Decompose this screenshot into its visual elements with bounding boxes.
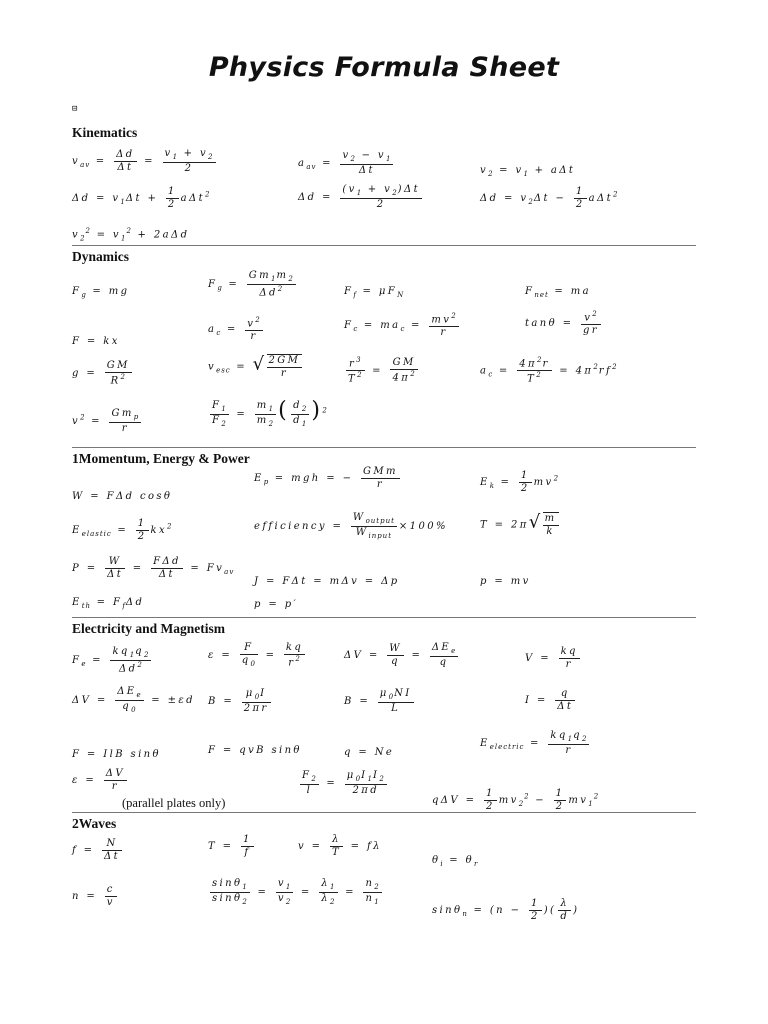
formula-force-between-wires: $\frac{F_2}{l}$ = $\frac{\mu_0I_1I_2}{2\pi d}$ bbox=[302, 770, 385, 796]
formula-potential-plates: ΔV = $\Delta E_e$ $q_0$ = ±εd bbox=[72, 686, 195, 714]
section-heading-electricity: Electricity and Magnetism bbox=[72, 621, 225, 636]
formula-pendulum-period: T = 2π√ $\frac{m}{k}$ bbox=[480, 511, 557, 537]
formula-electric-field: ε = $\frac{F}{q_0}$ = $\frac{kq}{r^2}$ bbox=[208, 642, 304, 669]
formula-law-of-reflection: $\theta_i = \theta_r$ bbox=[432, 855, 479, 868]
section-heading-momentum: 1Momentum, Energy & Power bbox=[72, 451, 250, 466]
collapse-icon[interactable]: ⊟ bbox=[72, 104, 78, 114]
formula-force-on-wire: F = IlB sinθ bbox=[72, 749, 161, 760]
section-divider bbox=[72, 812, 696, 813]
formula-banking-angle: tanθ = $\frac{v^2}{gr}$ bbox=[525, 310, 599, 337]
note-parallel-plates: (parallel plates only) bbox=[122, 796, 226, 810]
formula-kinetic-energy: $E_k$ = $\frac{1}{2}$ $mv^2$ bbox=[480, 470, 560, 494]
section-divider bbox=[72, 617, 696, 618]
formula-universal-gravitation: $F_g$ = $\frac{Gm_1m_2}{\Delta d^2}$ bbox=[208, 270, 294, 299]
formula-average-velocity: $v_{av}$ = $\frac{\Delta d}{\Delta t}$ = $\frac{v_1 + v_2}{2}$ bbox=[72, 148, 214, 174]
formula-gravity-force: $F_g$ = mg bbox=[72, 286, 130, 299]
formula-power: P = $\frac{W}{\Delta t}$ = FΔd Δt = $Fv_{av}$ bbox=[72, 556, 235, 580]
formula-centripetal-force: $F_c = ma_c$ = $\frac{mv^2}{r}$ bbox=[344, 312, 457, 339]
section-divider bbox=[72, 447, 696, 448]
formula-momentum: p = mv bbox=[480, 576, 531, 587]
formula-centripetal-period: $a_c$ = $\frac{4\pi^2r}{T^2}$ = $4\pi^2rf^2$ bbox=[480, 356, 618, 385]
formula-potential-energy: $E_p$ = mgh = − GMm r bbox=[254, 466, 398, 490]
formula-final-velocity: $v_2 = v_1 + a\Delta t$ bbox=[480, 165, 576, 178]
formula-period: T = $\frac{1}{f}$ bbox=[208, 834, 252, 858]
formula-electric-energy: $E_{electric}$ = $\frac{kq_1q_2}{r}$ bbox=[480, 730, 588, 756]
formula-electric-potential: V = $\frac{kq}{r}$ bbox=[525, 646, 578, 670]
formula-keplers-third-law: $\frac{r^3}{T^2}$ = $\frac{GM}{4\pi^2}$ bbox=[348, 356, 416, 385]
section-heading-waves: 2Waves bbox=[72, 816, 117, 831]
formula-magnetic-field-solenoid: B = $\frac{\mu_0NI}{L}$ bbox=[344, 688, 412, 714]
formula-gravity-ratio: $\frac{F_1}{F_2}$ = $\frac{m_1}{m_2}$ ( $\frac{d_2}{d_1}$ )$^2$ bbox=[212, 398, 328, 428]
formula-escape-velocity: $v_{esc}$ = √ $\frac{2GM}{r}$ bbox=[208, 353, 301, 379]
formula-elastic-energy: $E_{elastic}$ = $\frac{1}{2}$ $kx^2$ bbox=[72, 518, 173, 542]
formula-gravitational-field: g = $\frac{GM}{R^2}$ bbox=[72, 360, 130, 387]
formula-displacement-3: $\Delta d = v_2\Delta t$ − $\frac{1}{2}$ aΔt$^2$ bbox=[480, 186, 619, 210]
formula-average-acceleration: $a_{av}$ = $\frac{v_2 - v_1}{\Delta t}$ bbox=[298, 150, 392, 176]
formula-friction: $F_f = \mu F_N$ bbox=[344, 286, 405, 299]
section-heading-dynamics: Dynamics bbox=[72, 249, 129, 264]
formula-field-plates: ε = $\frac{\Delta V}{r}$ bbox=[72, 768, 125, 792]
formula-coulombs-law: $F_e$ = $\frac{kq_1q_2}{\Delta d^2}$ bbox=[72, 646, 150, 675]
formula-orbital-velocity: $v^2$ = $Gm_p$ r bbox=[72, 408, 140, 434]
page-title: Physics Formula Sheet bbox=[208, 52, 560, 83]
section-divider bbox=[72, 245, 696, 246]
formula-displacement-1: $\Delta d = v_1\Delta t$ + $\frac{1}{2}$ aΔt$^2$ bbox=[72, 186, 211, 210]
formula-energy-charge: qΔV = $\frac{1}{2}$ $mv_2^2$ − $\frac{1}{2}$ $mv_1^2$ bbox=[432, 788, 600, 812]
formula-efficiency: efficiency = $W_{output}$ $W_{input}$ ×100% bbox=[254, 512, 448, 540]
formula-net-force: $F_{net}$ = ma bbox=[525, 286, 591, 299]
formula-wave-speed: v = $\frac{\lambda}{T}$ = fλ bbox=[298, 834, 382, 858]
formula-centripetal-acceleration: $a_c$ = $\frac{v^2}{r}$ bbox=[208, 316, 261, 343]
formula-current: I = $\frac{q}{\Delta t}$ bbox=[525, 688, 574, 712]
formula-displacement-2: Δd = $\frac{(v_1 + v_2)\Delta t}{2}$ bbox=[298, 184, 420, 210]
formula-index-of-refraction: n = $\frac{c}{v}$ bbox=[72, 884, 115, 908]
section-heading-kinematics: Kinematics bbox=[72, 125, 138, 140]
formula-momentum-conservation: p = p′ bbox=[254, 599, 299, 610]
formula-impulse: J = FΔt = mΔv = Δp bbox=[254, 576, 400, 587]
formula-potential-difference: ΔV = $\frac{W}{q}$ = $\Delta E_e$ q bbox=[344, 642, 457, 668]
formula-frequency: f = $\frac{N}{\Delta t}$ bbox=[72, 838, 121, 862]
formula-force-on-charge: F = qvB sinθ bbox=[208, 745, 302, 756]
formula-snells-law: $\frac{\sin\theta_1}{\sin\theta_2}$ = $\frac{v_1}{v_2}$ = $\frac{\lambda_1}{\lambda_2}$ = $\frac{n_2}{n_1}$ bbox=[212, 878, 380, 906]
formula-magnetic-field-wire: B = $\frac{\mu_0I}{2\pi r}$ bbox=[208, 688, 269, 714]
formula-thermal-energy: $E_{th} = F_f\Delta d$ bbox=[72, 597, 145, 610]
formula-velocity-squared: $v_2^2 = v_1^2 + 2a\Delta d$ bbox=[72, 227, 190, 243]
formula-work: W = FΔd cosθ bbox=[72, 491, 173, 502]
formula-charge: q = Ne bbox=[344, 747, 395, 758]
formula-double-slit: sinθ$_n$ = (n − $\frac{1}{2}$ )( $\frac{\lambda}{d}$ ) bbox=[432, 898, 580, 922]
formula-hookes-law: F = kx bbox=[72, 336, 120, 347]
